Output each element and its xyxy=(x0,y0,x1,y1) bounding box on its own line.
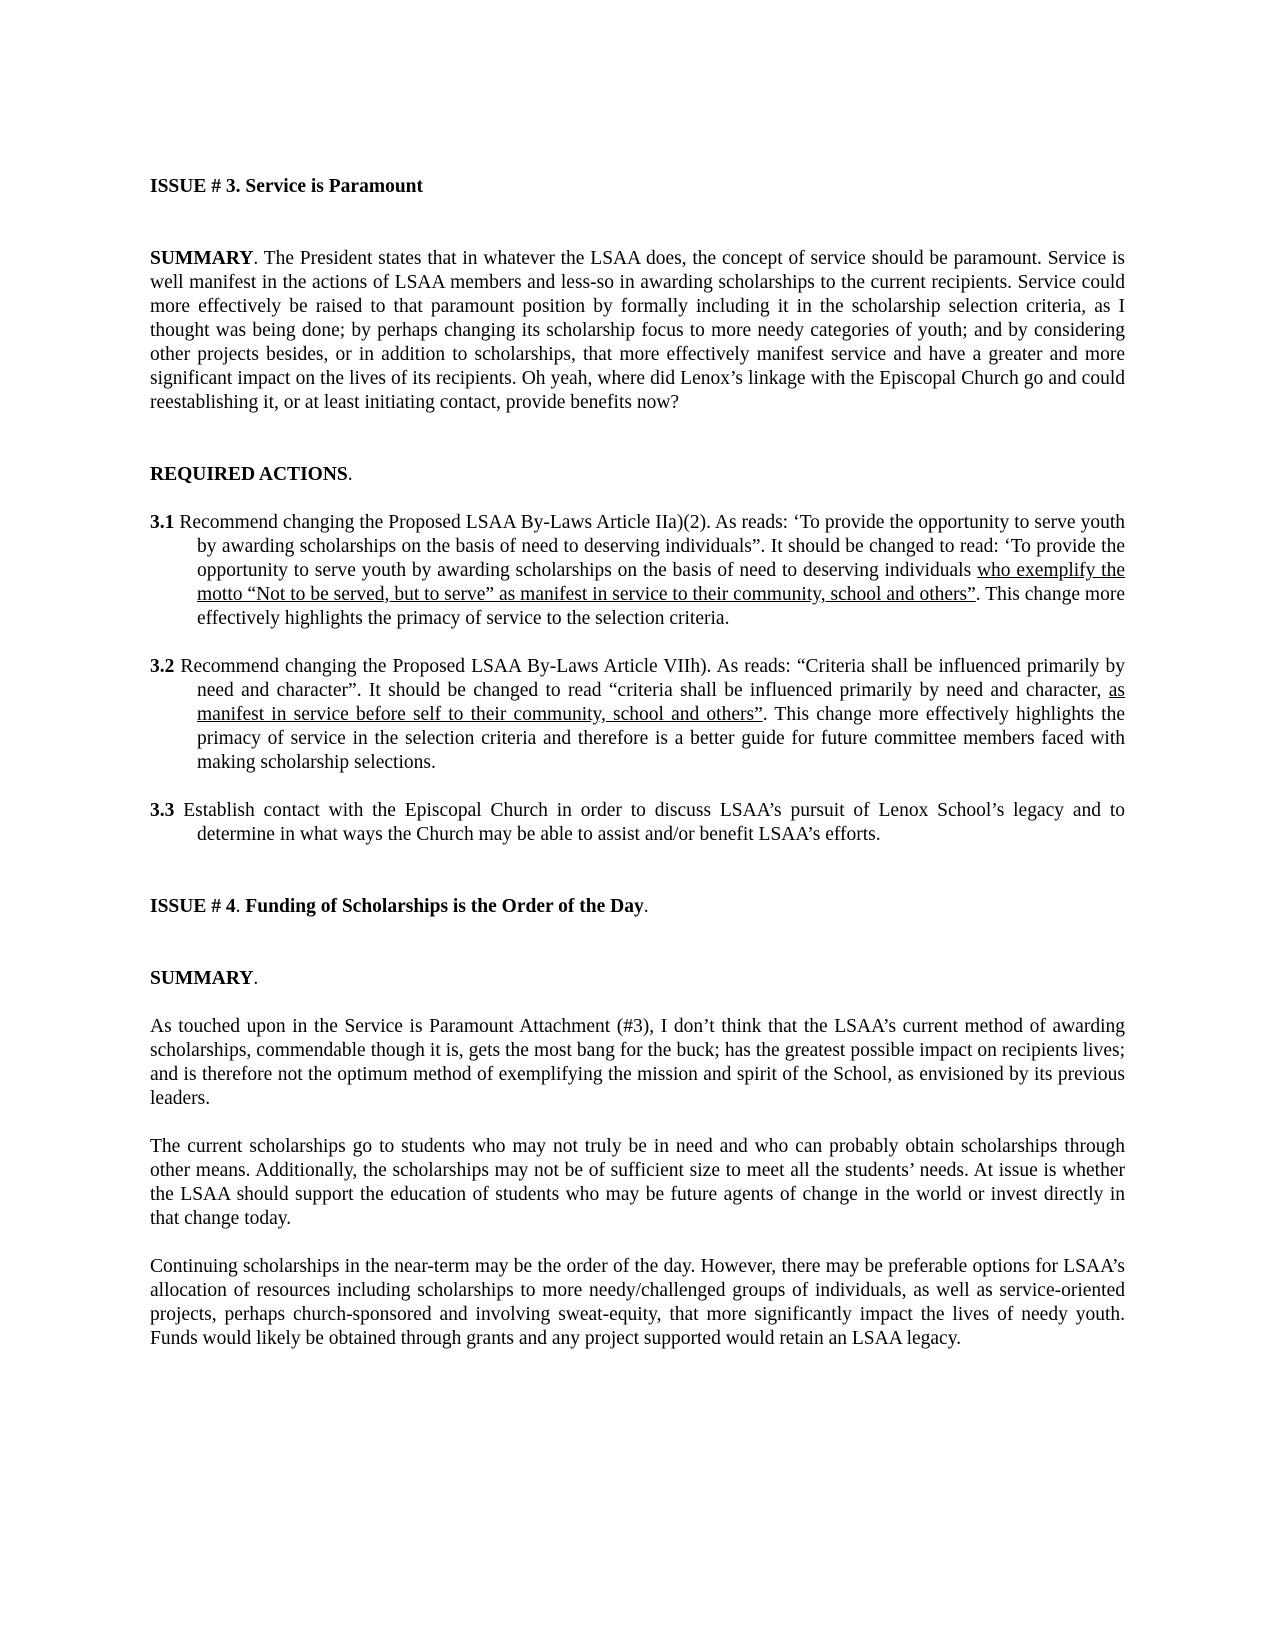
issue-4-title: Funding of Scholarships is the Order of the Day xyxy=(245,896,644,917)
issue-4-summary-heading xyxy=(150,967,1125,991)
item-underlined-text: as manifest in service before self to their community, school and others” xyxy=(197,680,1125,725)
action-item-3-2 xyxy=(150,655,1125,775)
summary-label: SUMMARY xyxy=(150,968,254,989)
action-item-3-1 xyxy=(150,511,1125,631)
issue-4-heading xyxy=(150,895,1125,919)
issue-4-sep: . xyxy=(235,896,246,917)
item-underlined-text: who exemplify the motto “Not to be served, but to serve” as manifest in service to their community, school and others” xyxy=(197,560,1125,605)
item-text-after: . This change more effectively highlights the primacy of service to the selection criteria. xyxy=(197,584,1125,629)
required-actions-suffix: . xyxy=(347,464,353,485)
item-text: Recommend changing the Proposed LSAA By-Laws Article IIa)(2). As reads: ‘To provide the opportunity to serve youth by awarding scholarships on the basis of need to deserving individuals”. It should be changed to read: ‘To provide the opportunity to serve youth by awarding scholarships on the basis of need to deserving individuals xyxy=(174,512,1125,581)
item-number: 3.2 xyxy=(150,656,175,677)
item-text: Recommend changing the Proposed LSAA By-Laws Article VIIh). As reads: “Criteria shall be influenced primarily by need and character”. It should be changed to read “criteria shall be influenced primarily by need and character, xyxy=(174,656,1125,701)
item-text: Establish contact with the Episcopal Church in order to discuss LSAA’s pursuit of Lenox School’s legacy and to determine in what ways the Church may be able to assist and/or benefit LSAA’s efforts. xyxy=(174,800,1125,845)
issue-4-suffix: . xyxy=(643,896,649,917)
summary-text: . The President states that in whatever the LSAA does, the concept of service should be paramount. Service is well manifest in the actions of LSAA members and less-so in awarding scholarships to the current recipients. Service could more effectively be raised to that paramount position by formally including it in the scholarship selection criteria, as I thought was being done; by perhaps changing its scholarship focus to more needy categories of youth; and by considering other projects besides, or in addition to scholarships, that more effectively manifest service and have a greater and more significant impact on the lives of its recipients. Oh yeah, where did Lenox’s linkage with the Episcopal Church go and could reestablishing it, or at least initiating contact, provide benefits now? xyxy=(150,248,1125,413)
item-text-after: . This change more effectively highlights the primacy of service in the selection criteria and therefore is a better guide for future committee members faced with making scholarship selections. xyxy=(197,704,1125,773)
item-number: 3.3 xyxy=(150,800,175,821)
document-page xyxy=(150,175,1125,1351)
issue-3-heading: ISSUE # 3. Service is Paramount xyxy=(150,176,423,197)
item-number: 3.1 xyxy=(150,512,175,533)
issue-4-paragraph: The current scholarships go to students who may not truly be in need and who can probably obtain scholarships through other means. Additionally, the scholarships may not be of sufficient size to meet all the students’ needs. At issue is whether the LSAA should support the education of students who may be future agents of change in the world or invest directly in that change today. xyxy=(150,1136,1125,1229)
required-actions-label: REQUIRED ACTIONS xyxy=(150,464,348,485)
issue-4-paragraph: As touched upon in the Service is Paramount Attachment (#3), I don’t think that the LSAA’s current method of awarding scholarships, commendable though it is, gets the most bang for the buck; has the greatest possible impact on recipients lives; and is therefore not the optimum method of exemplifying the mission and spirit of the School, as envisioned by its previous leaders. xyxy=(150,1016,1125,1109)
issue-3-summary xyxy=(150,247,1125,415)
issue-4-paragraph: Continuing scholarships in the near-term may be the order of the day. However, there may be preferable options for LSAA’s allocation of resources including scholarships to more needy/challenged groups of individuals, as well as service-oriented projects, perhaps church-sponsored and involving sweat-equity, that more significantly impact the lives of needy youth. Funds would likely be obtained through grants and any project supported would retain an LSAA legacy. xyxy=(150,1256,1125,1349)
required-actions-heading xyxy=(150,463,1125,487)
summary-suffix: . xyxy=(253,968,259,989)
issue-4-label: ISSUE # 4 xyxy=(150,896,236,917)
action-item-3-3 xyxy=(150,799,1125,847)
summary-label: SUMMARY xyxy=(150,248,254,269)
